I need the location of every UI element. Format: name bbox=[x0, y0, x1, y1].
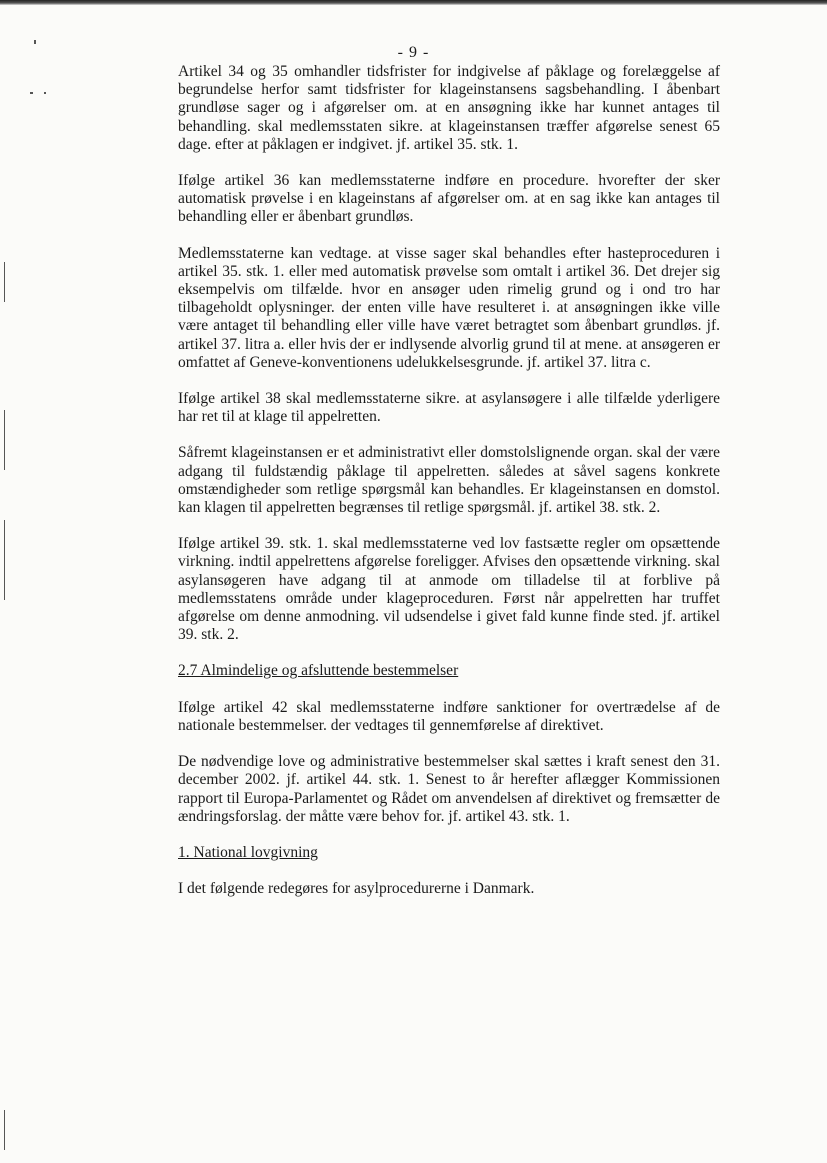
paragraph-article-38: Ifølge artikel 38 skal medlemsstaterne sikre. at asylansøgere i alle tilfælde yderligere har ret til at klage til appelretten. bbox=[178, 390, 720, 426]
section-heading-national-legislation: 1. National lovgivning bbox=[178, 843, 318, 861]
page-number: - 9 - bbox=[397, 44, 430, 61]
paragraph-appeal-body: Såfremt klageinstansen er et administrativt eller domstolslignende organ. skal der være adgang til fuldstændig påklage til appelretten. således at såvel sagens konkrete omstændigheder som retlige spørgsmål kan behandles. Er klageinstansen en domstol. kan klagen til appelretten begrænses til retlige spørgsmål. jf. artikel 38. stk. 2. bbox=[178, 444, 720, 517]
paragraph-accelerated-procedure: Medlemsstaterne kan vedtage. at visse sager skal behandles efter hasteproceduren i artikel 35. stk. 1. eller med automatisk prøvelse som omtalt i artikel 36. Det drejer sig eksempelvis om tilfælde. hvor en ansøger uden rimelig grund og i ond tro har tilbageholdt oplysninger. der enten ville have resulteret i. at ansøgningen ikke ville være antaget til behandling eller ville have været betragtet som åbenbart grundløs. jf. artikel 37. litra a. eller hvis der er indlysende alvorlig grund til at mene. at ansøgeren er omfattet af Geneve-konventionens udelukkelsesgrunde. jf. artikel 37. litra c. bbox=[178, 244, 720, 371]
paragraph-danish-procedures: I det følgende redegøres for asylprocedurerne i Danmark. bbox=[178, 880, 535, 898]
paragraph-article-39: Ifølge artikel 39. stk. 1. skal medlemsstaterne ved lov fastsætte regler om opsættende virkning. indtil appelrettens afgørelse foreligger. Afvises den opsættende virkning. skal asylansøgeren have adgang til at anmode om tilladelse til at forblive på medlemsstatens område under klageproceduren. Først når appelretten har truffet afgørelse om denne anmodning. vil udsendelse i givet fald kunne finde sted. jf. artikel 39. stk. 2. bbox=[178, 535, 720, 644]
paragraph-articles-34-35: Artikel 34 og 35 omhandler tidsfrister for indgivelse af påklage og forelæggelse af begrundelse herfor samt tidsfrister for klageinstansens sagsbehandling. I åbenbart grundløse sager og i afgørelser om. at en ansøgning ikke har kunnet antages til behandling. skal medlemsstaten sikre. at klageinstansen træffer afgørelse senest 65 dage. efter at påklagen er indgivet. jf. artikel 35. stk. 1. bbox=[178, 63, 720, 153]
document-body bbox=[178, 63, 720, 916]
section-heading-general-provisions: 2.7 Almindelige og afsluttende bestemmelser bbox=[178, 662, 459, 680]
paragraph-implementation: De nødvendige love og administrative bestemmelser skal sættes i kraft senest den 31. december 2002. jf. artikel 44. stk. 1. Senest to år herefter aflægger Kommissionen rapport til Europa-Parlamentet og Rådet om anvendelsen af direktivet og fremsætter de ændringsforslag. der måtte være behov for. jf. artikel 43. stk. 1. bbox=[178, 753, 720, 825]
paragraph-article-42: Ifølge artikel 42 skal medlemsstaterne indføre sanktioner for overtrædelse af de nationale bestemmelser. der vedtages til gennemførelse af direktivet. bbox=[178, 698, 720, 734]
scan-top-edge bbox=[0, 0, 827, 5]
paragraph-article-36: Ifølge artikel 36 kan medlemsstaterne indføre en procedure. hvorefter der sker automatisk prøvelse i en klageinstans af afgørelser om. at en sag ikke kan antages til behandling eller er åbenbart grundløs. bbox=[178, 172, 720, 226]
scan-left-edge-marks bbox=[0, 0, 40, 1163]
